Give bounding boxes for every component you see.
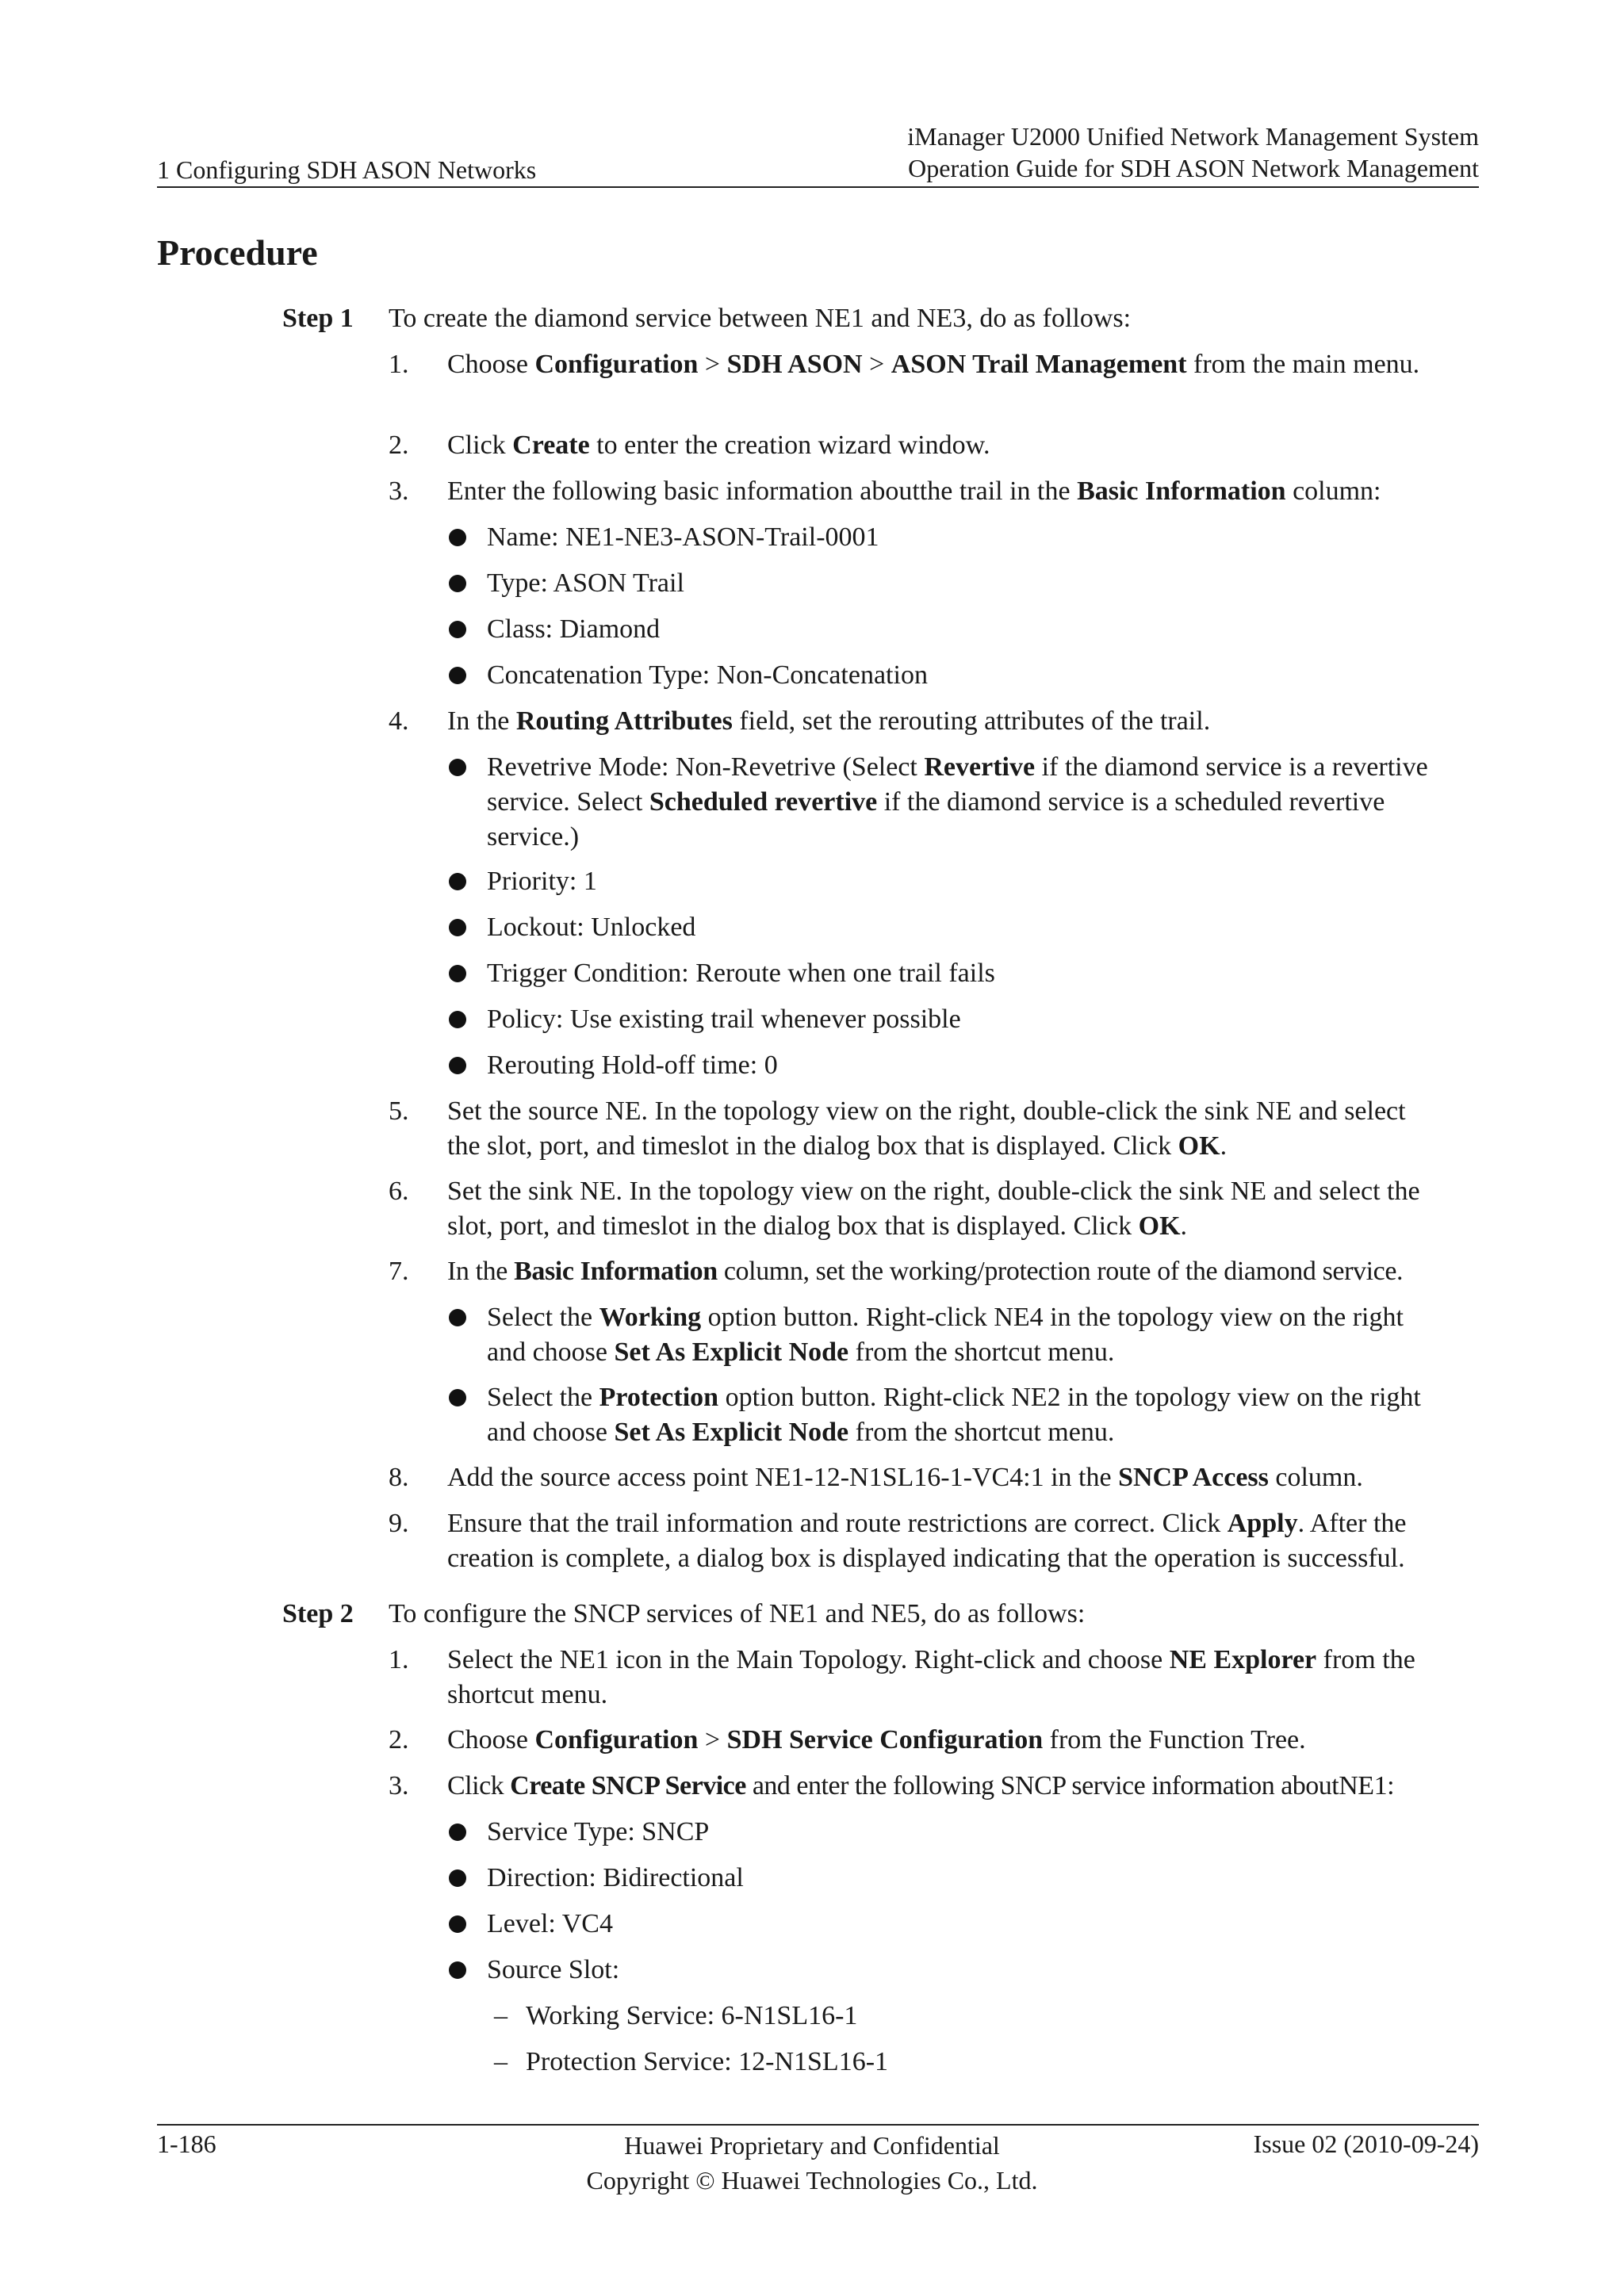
step-intro: To configure the SNCP services of NE1 and NE5, do as follows: <box>389 1599 1086 1628</box>
bullet-text: Class: Diamond <box>487 614 661 644</box>
bullet-text: Select the Protection option button. Right-click NE2 in the topology view on the right and choose Set As Explicit Node from the shortcut menu. <box>487 1383 1421 1447</box>
bullet-icon <box>449 667 466 684</box>
bullet-icon <box>449 621 466 638</box>
bullet-text: Rerouting Hold-off time: 0 <box>487 1050 778 1080</box>
item-number: 2. <box>389 1725 409 1755</box>
footer-copyright: Copyright © Huawei Technologies Co., Ltd. <box>586 2166 1038 2195</box>
bullet-icon <box>449 965 466 982</box>
bullet-icon <box>449 1011 466 1028</box>
item-number: 8. <box>389 1463 409 1492</box>
item-number: 7. <box>389 1257 409 1286</box>
bullet-text: Service Type: SNCP <box>487 1817 710 1846</box>
item-text: Click Create to enter the creation wizard window. <box>447 430 990 460</box>
bullet-text: Lockout: Unlocked <box>487 913 696 942</box>
bullet-text: Direction: Bidirectional <box>487 1863 744 1892</box>
header-product-line: iManager U2000 Unified Network Management System <box>907 122 1479 151</box>
step-label: Step 1 <box>282 304 354 333</box>
footer-rule <box>157 2124 1479 2126</box>
page-number: 1-186 <box>157 2130 216 2158</box>
dash-icon: – <box>494 2001 508 2030</box>
section-title: Procedure <box>157 232 318 273</box>
sub-item-text: Protection Service: 12-N1SL16-1 <box>526 2047 889 2076</box>
bullet-icon <box>449 1057 466 1074</box>
item-text: Choose Configuration > SDH Service Configuration from the Function Tree. <box>447 1725 1306 1755</box>
bullet-text: Level: VC4 <box>487 1909 613 1938</box>
item-text: Enter the following basic information aboutthe trail in the Basic Information column: <box>447 476 1381 506</box>
bullet-icon <box>449 529 466 546</box>
bullet-icon <box>449 1389 466 1406</box>
item-number: 1. <box>389 350 409 379</box>
bullet-icon <box>449 1915 466 1933</box>
item-text: Set the sink NE. In the topology view on the right, double-click the sink NE and select the slot, port, and timeslot in the dialog box that is displayed. Click OK. <box>447 1177 1420 1241</box>
bullet-text: Concatenation Type: Non-Concatenation <box>487 660 928 690</box>
header-chapter: 1 Configuring SDH ASON Networks <box>157 155 537 184</box>
bullet-icon <box>449 873 466 890</box>
item-number: 3. <box>389 1771 409 1800</box>
item-text: In the Basic Information column, set the working/protection route of the diamond service. <box>447 1257 1404 1286</box>
bullet-text: Source Slot: <box>487 1955 620 1984</box>
item-text: Set the source NE. In the topology view on the right, double-click the sink NE and select the slot, port, and timeslot in the dialog box that is displayed. Click OK. <box>447 1096 1406 1161</box>
item-text: Choose Configuration > SDH ASON > ASON Trail Management from the main menu. <box>447 350 1420 379</box>
bullet-text: Type: ASON Trail <box>487 568 684 598</box>
item-text: Select the NE1 icon in the Main Topology. Right-click and choose NE Explorer from the shortcut menu. <box>447 1645 1415 1709</box>
step-label: Step 2 <box>282 1599 354 1628</box>
bullet-text: Priority: 1 <box>487 867 597 896</box>
bullet-icon <box>449 1961 466 1979</box>
header-rule <box>157 186 1479 188</box>
dash-icon: – <box>494 2047 508 2076</box>
step-intro: To create the diamond service between NE1 and NE3, do as follows: <box>389 304 1132 333</box>
sub-item-text: Working Service: 6-N1SL16-1 <box>526 2001 858 2030</box>
item-number: 1. <box>389 1645 409 1674</box>
item-text: Ensure that the trail information and route restrictions are correct. Click Apply. After the creation is complete, a dialog box is displayed indicating that the operation is successful. <box>447 1509 1407 1573</box>
item-number: 5. <box>389 1096 409 1126</box>
bullet-text: Policy: Use existing trail whenever possible <box>487 1004 961 1034</box>
item-number: 2. <box>389 430 409 460</box>
page-header-title <box>907 121 1479 184</box>
item-text: Add the source access point NE1-12-N1SL16-1-VC4:1 in the SNCP Access column. <box>447 1463 1363 1492</box>
bullet-text: Name: NE1-NE3-ASON-Trail-0001 <box>487 522 879 552</box>
bullet-icon <box>449 919 466 936</box>
footer-confidential: Huawei Proprietary and Confidential <box>624 2131 1000 2160</box>
bullet-text: Trigger Condition: Reroute when one trail fails <box>487 959 995 988</box>
bullet-icon <box>449 575 466 592</box>
bullet-text: Select the Working option button. Right-click NE4 in the topology view on the right and choose Set As Explicit Node from the shortcut menu. <box>487 1303 1404 1367</box>
item-number: 6. <box>389 1177 409 1206</box>
item-number: 9. <box>389 1509 409 1538</box>
bullet-icon <box>449 759 466 776</box>
item-text: In the Routing Attributes field, set the rerouting attributes of the trail. <box>447 706 1211 736</box>
bullet-text: Revetrive Mode: Non-Revetrive (Select Revertive if the diamond service is a revertive service. Select Scheduled revertive if the diamond service is a scheduled revertive service.) <box>487 752 1428 851</box>
item-text: Click Create SNCP Service and enter the following SNCP service information aboutNE1: <box>447 1771 1395 1800</box>
issue-info: Issue 02 (2010-09-24) <box>1253 2130 1479 2158</box>
item-number: 4. <box>389 706 409 736</box>
bullet-icon <box>449 1309 466 1326</box>
header-guide-line: Operation Guide for SDH ASON Network Management <box>908 154 1479 182</box>
item-number: 3. <box>389 476 409 506</box>
bullet-icon <box>449 1869 466 1887</box>
bullet-icon <box>449 1823 466 1841</box>
